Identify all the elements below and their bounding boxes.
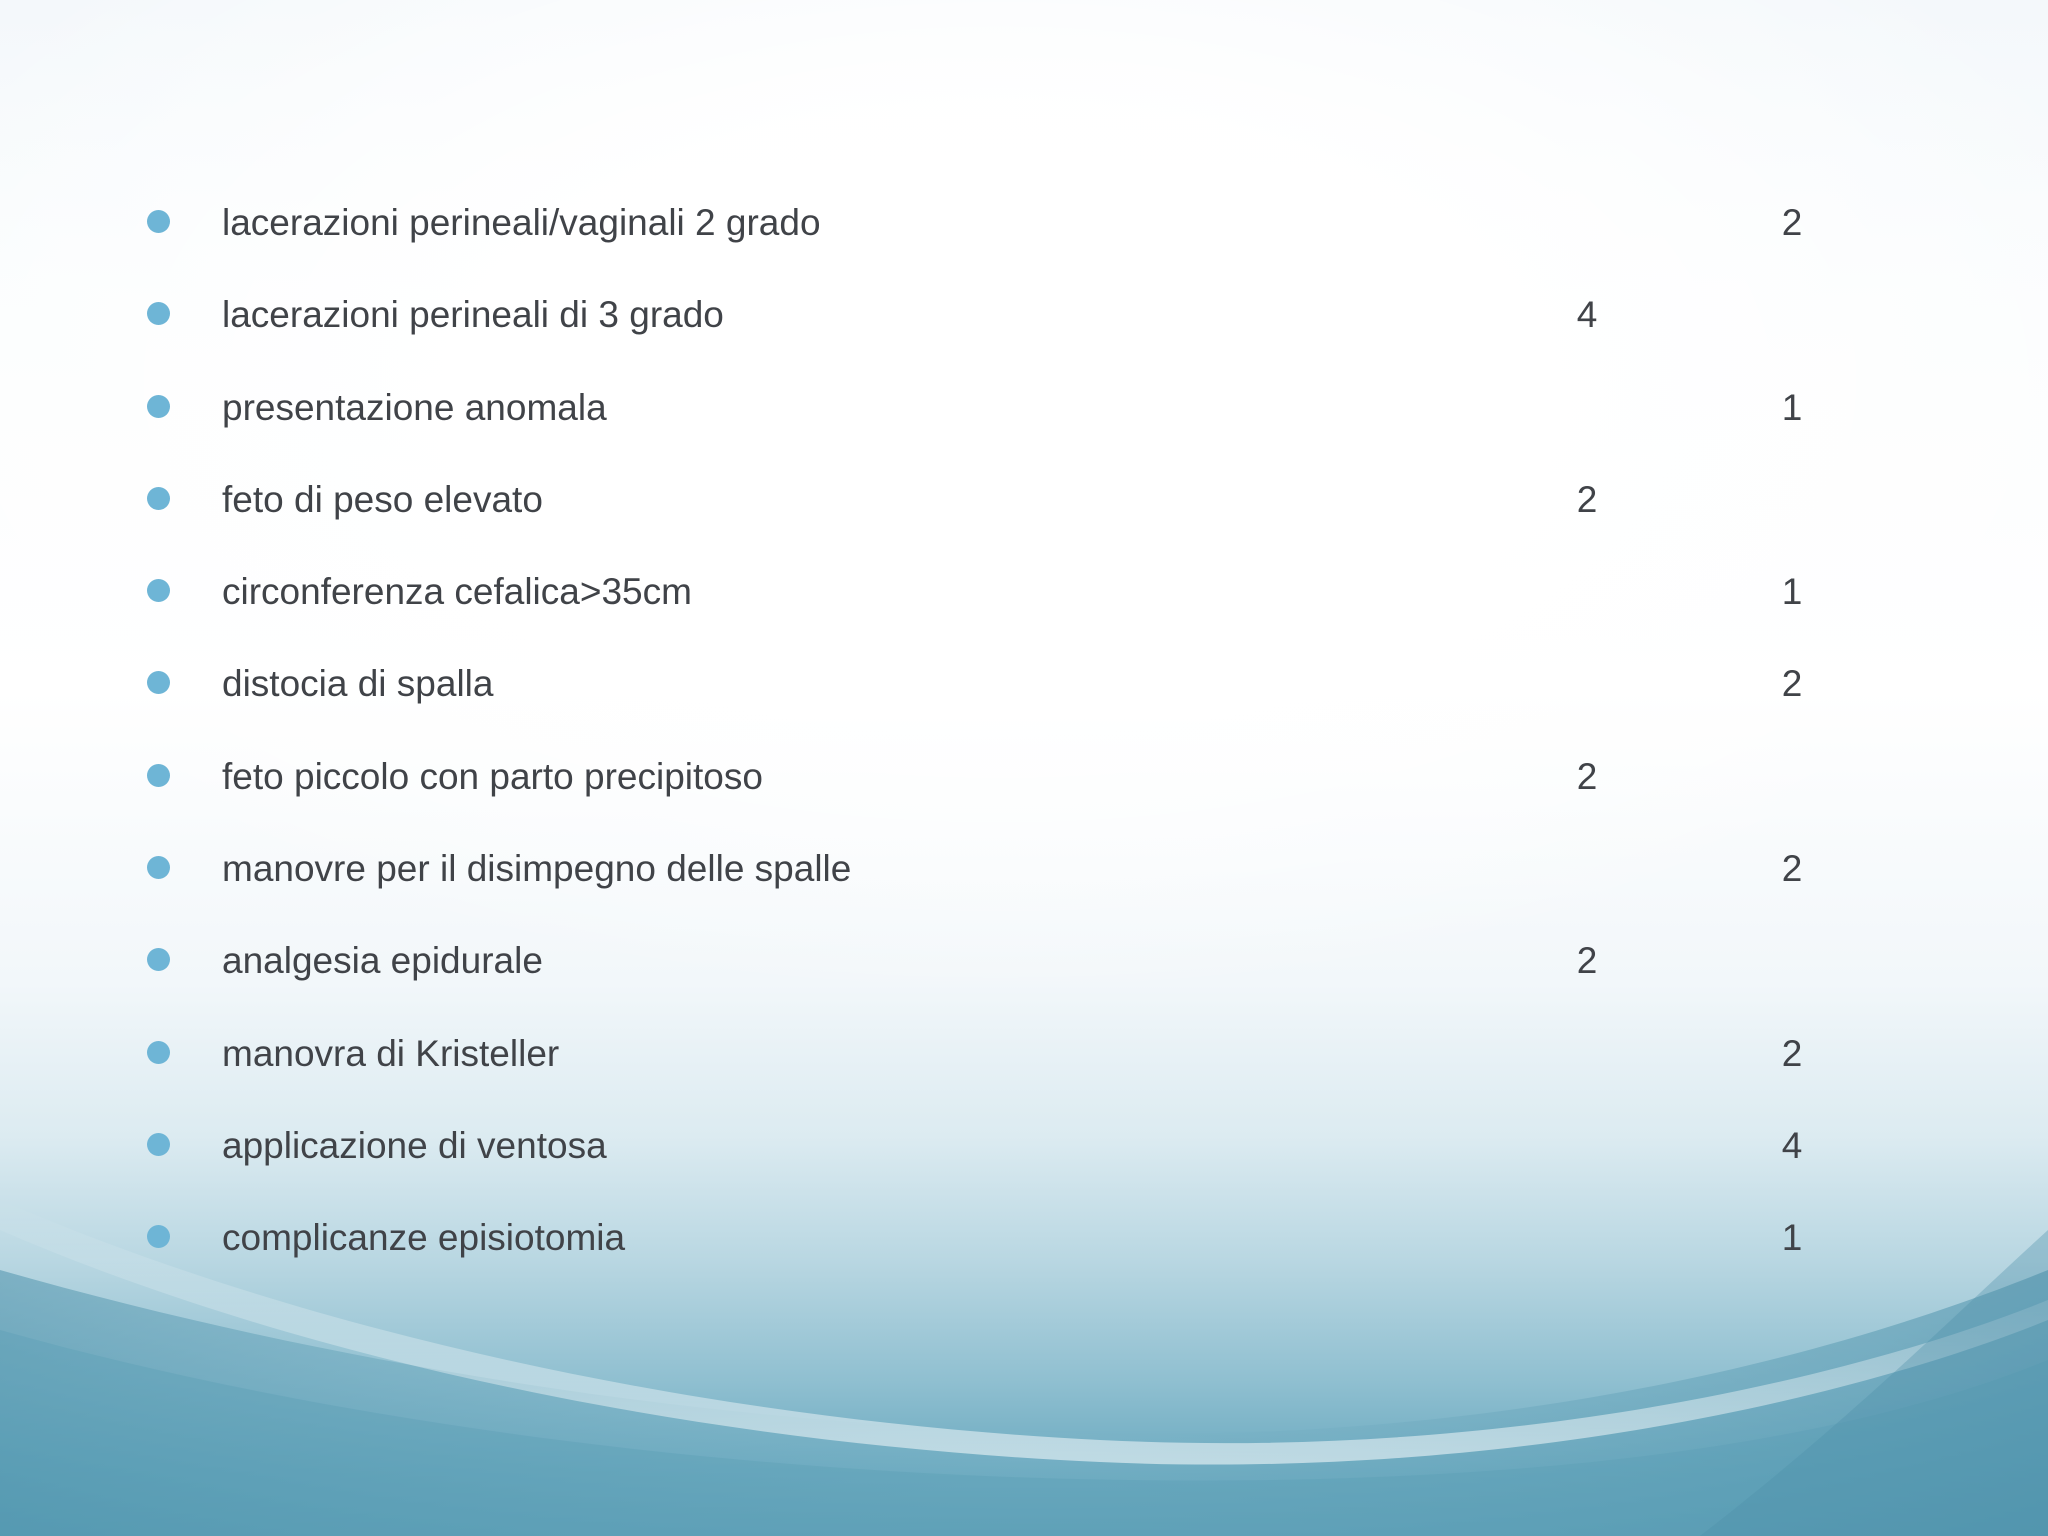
list-item <box>0 1021 2048 1113</box>
item-label: applicazione di ventosa <box>222 1124 607 1166</box>
list-item <box>0 1113 2048 1205</box>
item-count: 2 <box>1781 848 1803 890</box>
item-label: lacerazioni perineali/vaginali 2 grado <box>222 202 821 243</box>
bullet-dot-icon <box>147 395 170 418</box>
bullet-list <box>0 190 2048 1298</box>
bullet-dot-icon <box>147 1225 170 1248</box>
item-count: 4 <box>1781 1124 1803 1166</box>
bullet-dot-icon <box>147 579 170 602</box>
item-label: complicanze episiotomia <box>222 1217 626 1259</box>
list-item <box>0 928 2048 1020</box>
list-item <box>0 190 2048 282</box>
item-label: analgesia epidurale <box>222 940 543 982</box>
bullet-dot-icon <box>147 302 170 325</box>
item-label: feto piccolo con parto precipitoso <box>222 755 763 797</box>
bullet-dot-icon <box>147 1041 170 1064</box>
bullet-dot-icon <box>147 948 170 971</box>
list-item <box>0 1205 2048 1297</box>
bullet-dot-icon <box>147 856 170 879</box>
bullet-dot-icon <box>147 487 170 510</box>
list-item <box>0 375 2048 467</box>
item-label: presentazione anomala <box>222 386 607 428</box>
list-item <box>0 467 2048 559</box>
list-item <box>0 282 2048 374</box>
list-item <box>0 744 2048 836</box>
item-count: 2 <box>1576 478 1598 520</box>
bullet-dot-icon <box>147 764 170 787</box>
bullet-dot-icon <box>147 210 170 233</box>
item-count: 2 <box>1576 940 1598 982</box>
bullet-dot-icon <box>147 671 170 694</box>
item-count: 2 <box>1781 202 1803 243</box>
item-label: manovra di Kristeller <box>222 1032 560 1074</box>
item-label: feto di peso elevato <box>222 478 543 520</box>
item-label: lacerazioni perineali di 3 grado <box>222 294 724 336</box>
item-count: 4 <box>1576 294 1598 336</box>
item-count: 2 <box>1781 1032 1803 1074</box>
list-item <box>0 651 2048 743</box>
item-count: 2 <box>1576 755 1598 797</box>
item-label: circonferenza cefalica>35cm <box>222 571 692 613</box>
bullet-dot-icon <box>147 1133 170 1156</box>
item-label: distocia di spalla <box>222 663 494 705</box>
list-item <box>0 836 2048 928</box>
item-label: manovre per il disimpegno delle spalle <box>222 848 852 890</box>
list-item <box>0 559 2048 651</box>
item-count: 1 <box>1781 386 1803 428</box>
item-count: 2 <box>1781 663 1803 705</box>
item-count: 1 <box>1781 571 1803 613</box>
item-count: 1 <box>1781 1217 1803 1259</box>
